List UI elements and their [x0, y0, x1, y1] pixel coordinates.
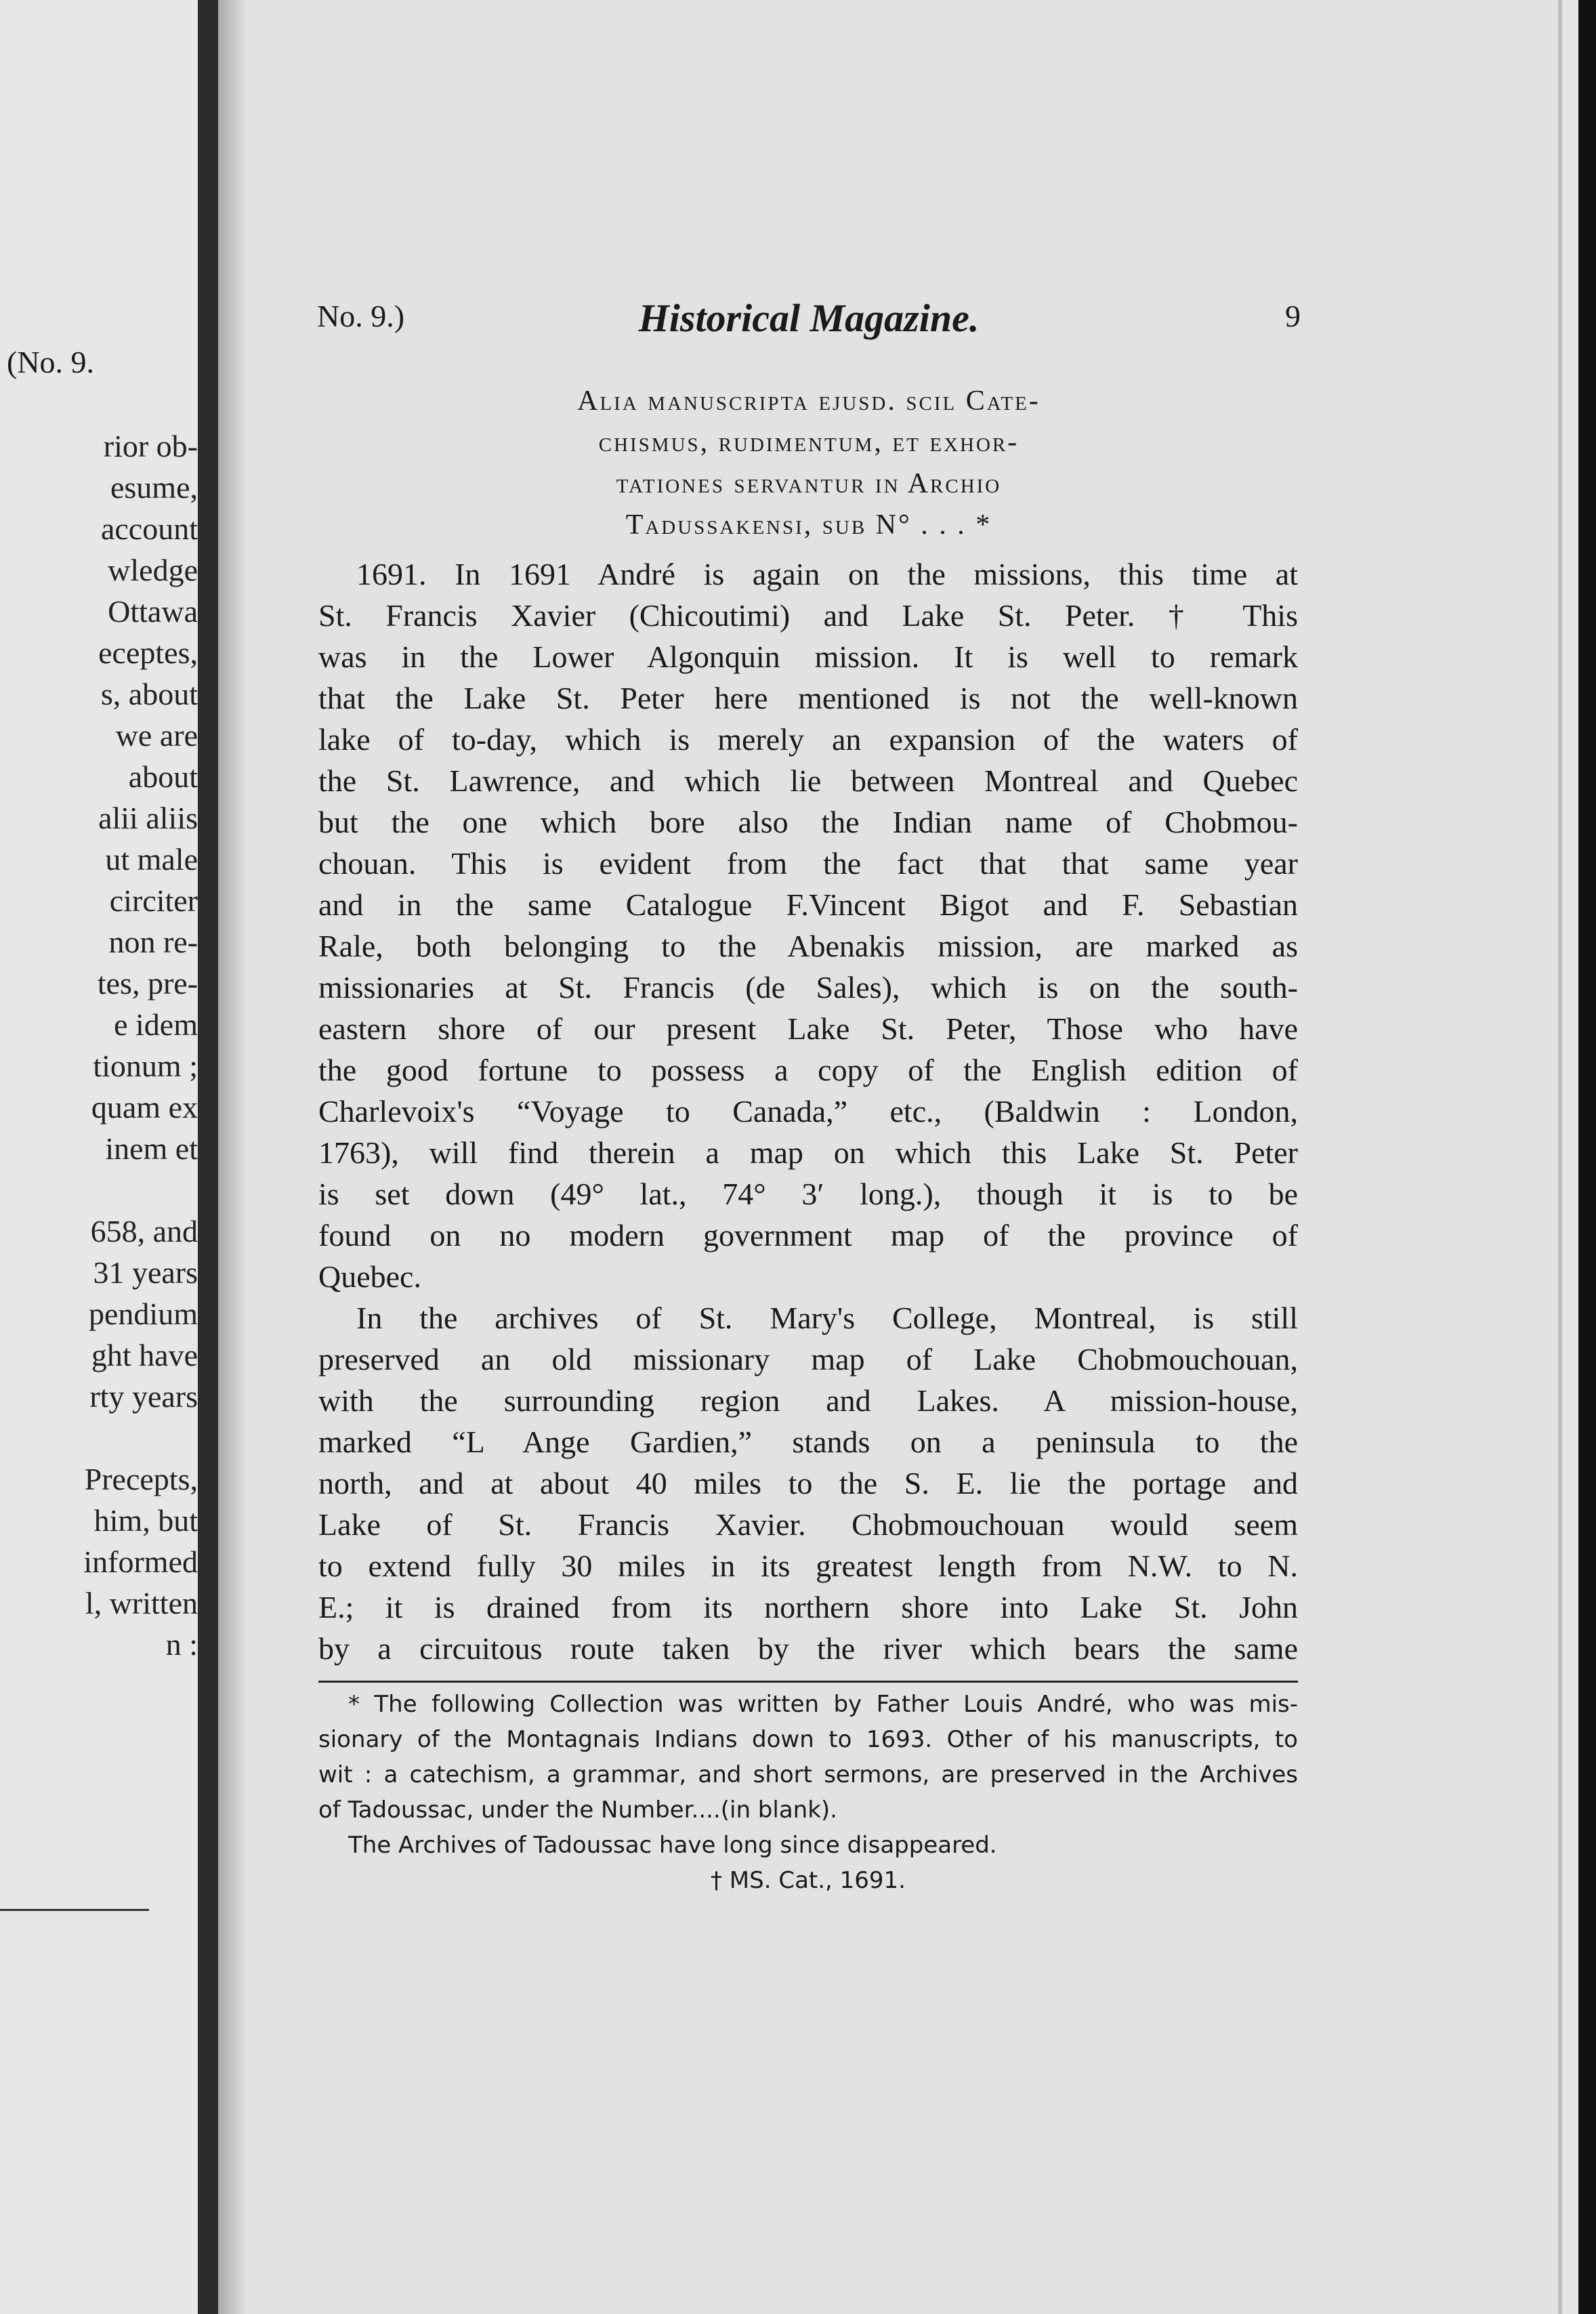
body-line: missionaries at St. Francis (de Sales), which is on the south-	[318, 970, 1298, 1005]
footnote-line: The Archives of Tadoussac have long since disappeared.	[348, 1832, 997, 1859]
footnote-rule	[318, 1681, 1298, 1683]
left-page-line: pendium	[89, 1297, 198, 1331]
header-issue-number: No. 9.)	[317, 299, 405, 333]
left-page-line: s, about	[100, 677, 198, 711]
left-page-line: Precepts,	[84, 1462, 198, 1496]
body-line: the good fortune to possess a copy of the English edition of	[318, 1053, 1298, 1087]
body-line: 1763), will find therein a map on which this Lake St. Peter	[318, 1135, 1298, 1170]
left-page-header-fragment: (No. 9.	[7, 345, 95, 379]
left-page-line: alii aliis	[98, 801, 198, 835]
footnote-line: wit : a catechism, a grammar, and short sermons, are preserved in the Archives	[318, 1761, 1298, 1788]
body-line: lake of to-day, which is merely an expansion of the waters of	[318, 722, 1298, 757]
body-line: by a circuitous route taken by the river which bears the same	[318, 1631, 1298, 1666]
gutter-shadow	[218, 0, 245, 2314]
body-line: Lake of St. Francis Xavier. Chobmouchouan would seem	[318, 1507, 1298, 1542]
header-journal-title: Historical Magazine.	[638, 296, 980, 340]
left-page-line: n :	[165, 1627, 198, 1662]
body-line: to extend fully 30 miles in its greatest length from N.W. to N.	[318, 1549, 1298, 1583]
section-title-line: Tadussakensi, sub N° . . . *	[625, 509, 992, 541]
footnote-line: sionary of the Montagnais Indians down to 1693. Other of his manuscripts, to	[318, 1726, 1298, 1753]
body-line: found on no modern government map of the province of	[318, 1218, 1298, 1253]
body-line: Quebec.	[318, 1259, 421, 1294]
left-page-line: esume,	[110, 470, 198, 505]
left-page-line: tionum ;	[93, 1049, 198, 1083]
body-line: marked “L Ange Gardien,” stands on a peninsula to the	[318, 1425, 1298, 1459]
footnotes	[318, 1687, 1298, 1898]
body-text	[318, 553, 1298, 1669]
left-page-line: about	[128, 759, 198, 794]
body-line: preserved an old missionary map of Lake Chobmouchouan,	[318, 1342, 1298, 1376]
body-line: chouan. This is evident from the fact that that same year	[318, 846, 1298, 881]
body-line: Rale, both belonging to the Abenakis mission, are marked as	[318, 929, 1298, 963]
left-page-line: ut male	[105, 842, 198, 877]
body-line: E.; it is drained from its northern shore into Lake St. John	[318, 1590, 1298, 1624]
body-line: and in the same Catalogue F.Vincent Bigot and F. Sebastian	[318, 887, 1298, 922]
running-header	[317, 298, 1301, 339]
footnote-dagger: † MS. Cat., 1691.	[710, 1867, 906, 1894]
left-page-line: informed	[83, 1544, 198, 1579]
body-line: but the one which bore also the Indian name of Chobmou-	[318, 805, 1298, 839]
section-title	[317, 381, 1301, 546]
body-line: is set down (49° lat., 74° 3′ long.), though it is to be	[318, 1177, 1298, 1211]
page-edge	[1558, 0, 1562, 2314]
book-gutter	[198, 0, 218, 2314]
footnote-line: * The following Collection was written by Father Louis André, who was mis-	[348, 1691, 1298, 1718]
left-page-line: l, written	[85, 1586, 198, 1620]
page-number: 9	[1285, 299, 1301, 333]
body-line: was in the Lower Algonquin mission. It is well to remark	[318, 639, 1298, 674]
left-page-line: circiter	[109, 883, 198, 918]
body-line: north, and at about 40 miles to the S. E. lie the portage and	[318, 1466, 1298, 1500]
left-page-line: ght have	[91, 1338, 198, 1372]
left-page-rule	[0, 1909, 149, 1911]
body-line: the St. Lawrence, and which lie between Montreal and Quebec	[318, 763, 1298, 798]
left-page-line: him, but	[93, 1503, 198, 1538]
left-page-line: account	[100, 511, 198, 546]
left-page-line: wledge	[108, 553, 198, 587]
body-line: Charlevoix's “Voyage to Canada,” etc., (Baldwin : London,	[318, 1094, 1298, 1129]
body-line: that the Lake St. Peter here mentioned is not the well-known	[318, 681, 1298, 715]
left-page-line: eceptes,	[98, 635, 198, 670]
left-page-line: rior ob-	[103, 429, 198, 463]
left-page-line: we are	[115, 718, 198, 753]
body-line: St. Francis Xavier (Chicoutimi) and Lake St. Peter. † This	[318, 598, 1298, 633]
section-title-line: tationes servantur in Archio	[616, 468, 1002, 499]
left-page-line: 31 years	[93, 1255, 198, 1290]
body-line: eastern shore of our present Lake St. Peter, Those who have	[318, 1011, 1298, 1046]
section-title-line: Alia manuscripta ejusd. scil Cate-	[577, 385, 1041, 417]
body-line: with the surrounding region and Lakes. A mission-house,	[318, 1383, 1298, 1418]
body-line: In the archives of St. Mary's College, Montreal, is still	[356, 1301, 1298, 1335]
left-page-line: quam ex	[91, 1090, 198, 1124]
body-line: 1691. In 1691 André is again on the missions, this time at	[356, 557, 1298, 591]
left-page	[0, 0, 198, 2314]
left-page-line: rty years	[89, 1379, 198, 1414]
left-page-line: inem et	[105, 1131, 198, 1166]
left-page-line: Ottawa	[108, 594, 198, 629]
left-page-line: 658, and	[90, 1214, 198, 1248]
left-page-line: tes, pre-	[97, 966, 198, 1001]
footnote-line: of Tadoussac, under the Number....(in blank).	[318, 1796, 837, 1824]
left-page-line: e idem	[114, 1007, 198, 1042]
left-page-line: non re-	[108, 925, 198, 959]
section-title-line: chismus, rudimentum, et exhor-	[598, 427, 1020, 458]
scan-border	[1578, 0, 1596, 2314]
